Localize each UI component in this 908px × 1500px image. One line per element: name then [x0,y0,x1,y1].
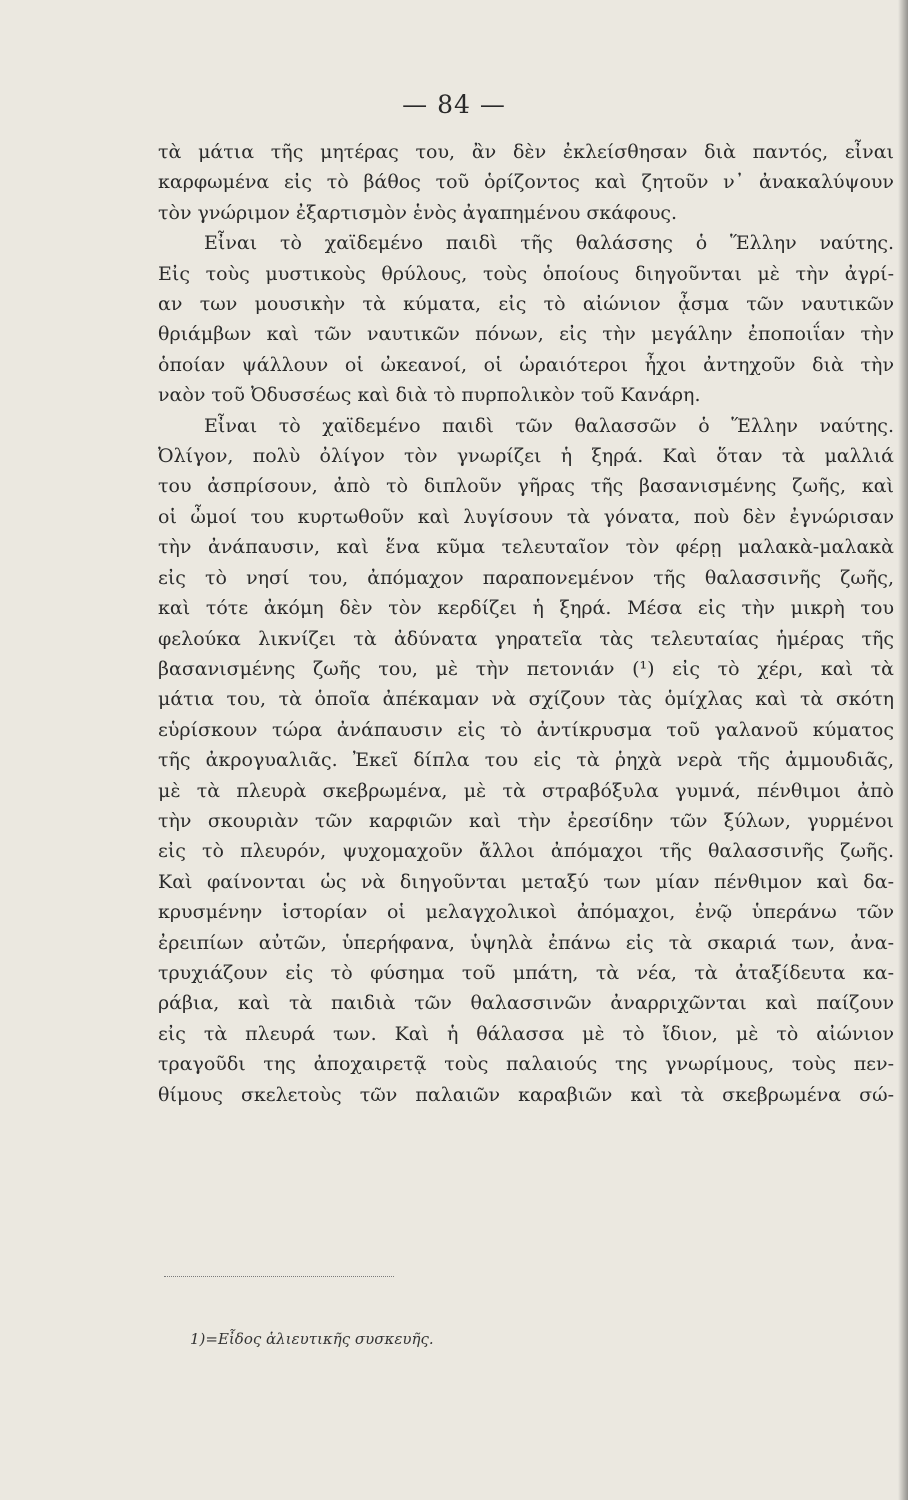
text-line: του ἀσπρίσουν, ἀπὸ τὸ διπλοῦν γῆρας τῆς βασανισμένης ζωῆς, καὶ [158,475,894,498]
text-line: Εἶναι τὸ χαϊδεμένο παιδὶ τῆς θαλάσσης ὁ Ἕλλην ναύτης. [204,232,894,255]
text-line: εἰς τὰ πλευρά των. Καὶ ἡ θάλασσα μὲ τὸ ἴδιον, μὲ τὸ αἰώνιον [158,1022,894,1045]
text-line: θίμους σκελετοὺς τῶν παλαιῶν καραβιῶν καὶ τὰ σκεβρωμένα σώ- [158,1083,894,1106]
text-line: θριάμβων καὶ τῶν ναυτικῶν πόνων, εἰς τὴν μεγάλην ἐποποιΐαν τὴν [158,323,894,346]
text-line: τρυχιάζουν εἰς τὸ φύσημα τοῦ μπάτη, τὰ νέα, τὰ ἀταξίδευτα κα- [158,961,894,984]
text-line: μάτια του, τὰ ὁποῖα ἀπέκαμαν νὰ σχίζουν τὰς ὁμίχλας καὶ τὰ σκότη [158,688,894,711]
text-line: καὶ τότε ἀκόμη δὲν τὸν κερδίζει ἡ ξηρά. Μέσα εἰς τὴν μικρὴ του [158,597,894,620]
text-line: εὑρίσκουν τώρα ἀνάπαυσιν εἰς τὸ ἀντίκρυσμα τοῦ γαλανοῦ κύματος [158,718,894,741]
text-line: τὰ μάτια τῆς μητέρας του, ἂν δὲν ἐκλείσθησαν διὰ παντός, εἶναι [158,141,894,163]
text-line: τὴν ἀνάπαυσιν, καὶ ἕνα κῦμα τελευταῖον τὸν φέρῃ μαλακὰ-μαλακὰ [158,536,894,559]
page-number: — 84 — [402,90,506,119]
text-line: ἐρειπίων αὐτῶν, ὑπερήφανα, ὑψηλὰ ἐπάνω εἰς τὰ σκαριά των, ἀνα- [158,931,894,954]
text-line: ναὸν τοῦ Ὀδυσσέως καὶ διὰ τὸ πυρπολικὸν τοῦ Κανάρη. [158,384,701,407]
text-line: οἱ ὦμοί του κυρτωθοῦν καὶ λυγίσουν τὰ γόνατα, ποὺ δὲν ἐγνώρισαν [158,505,894,528]
text-line: Ὀλίγον, πολὺ ὀλίγον τὸν γνωρίζει ἡ ξηρά. Καὶ ὅταν τὰ μαλλιά [158,445,894,468]
text-line: φελούκα λικνίζει τὰ ἀδύνατα γηρατεῖα τὰς τελευταίας ἡμέρας τῆς [158,627,894,650]
page-edge-shadow [898,0,908,1500]
text-line: εἰς τὸ πλευρόν, ψυχομαχοῦν ἄλλοι ἀπόμαχοι τῆς θαλασσινῆς ζωῆς. [158,840,894,863]
text-line: Εἰς τοὺς μυστικοὺς θρύλους, τοὺς ὁποίους διηγοῦνται μὲ τὴν ἀγρί- [158,262,894,285]
footnote-divider [164,1276,394,1277]
text-line: βασανισμένης ζωῆς του, μὲ τὴν πετονιάν (¹) εἰς τὸ χέρι, καὶ τὰ [158,657,894,680]
text-line: τὴν σκουριὰν τῶν καρφιῶν καὶ τὴν ἐρεσίδην τῶν ξύλων, γυρμένοι [158,809,894,832]
body-text [158,137,894,1110]
text-line: ὁποίαν ψάλλουν οἱ ὠκεανοί, οἱ ὡραιότεροι ἦχοι ἀντηχοῦν διὰ τὴν [158,353,894,376]
text-line: Καὶ φαίνονται ὡς νὰ διηγοῦνται μεταξύ των μίαν πένθιμον καὶ δα- [158,870,894,893]
text-line: αν των μουσικὴν τὰ κύματα, εἰς τὸ αἰώνιον ᾆσμα τῶν ναυτικῶν [158,293,894,316]
text-line: τῆς ἀκρογυαλιᾶς. Ἐκεῖ δίπλα του εἰς τὰ ῥηχὰ νερὰ τῆς ἀμμουδιᾶς, [158,749,894,772]
text-line: κρυσμένην ἱστορίαν οἱ μελαγχολικοὶ ἀπόμαχοι, ἐνῷ ὑπεράνω τῶν [158,901,894,924]
text-line: καρφωμένα εἰς τὸ βάθος τοῦ ὁρίζοντος καὶ ζητοῦν ν᾽ ἀνακαλύψουν [158,171,894,194]
text-line: ράβια, καὶ τὰ παιδιὰ τῶν θαλασσινῶν ἀναρριχῶνται καὶ παίζουν [158,992,894,1015]
text-line: τὸν γνώριμον ἐξαρτισμὸν ἑνὸς ἀγαπημένου σκάφους. [158,201,678,224]
text-line: Εἶναι τὸ χαϊδεμένο παιδὶ τῶν θαλασσῶν ὁ Ἕλλην ναύτης. [204,414,894,437]
text-line: τραγοῦδι της ἀποχαιρετᾷ τοὺς παλαιούς της γνωρίμους, τοὺς πεν- [158,1053,894,1076]
text-line: μὲ τὰ πλευρὰ σκεβρωμένα, μὲ τὰ στραβόξυλα γυμνά, πένθιμοι ἀπὸ [158,779,894,802]
footnote: 1)=Εἶδος ἁλιευτικῆς συσκευῆς. [190,1330,434,1348]
text-line: εἰς τὸ νησί του, ἀπόμαχον παραπονεμένον τῆς θαλασσινῆς ζωῆς, [158,566,894,589]
